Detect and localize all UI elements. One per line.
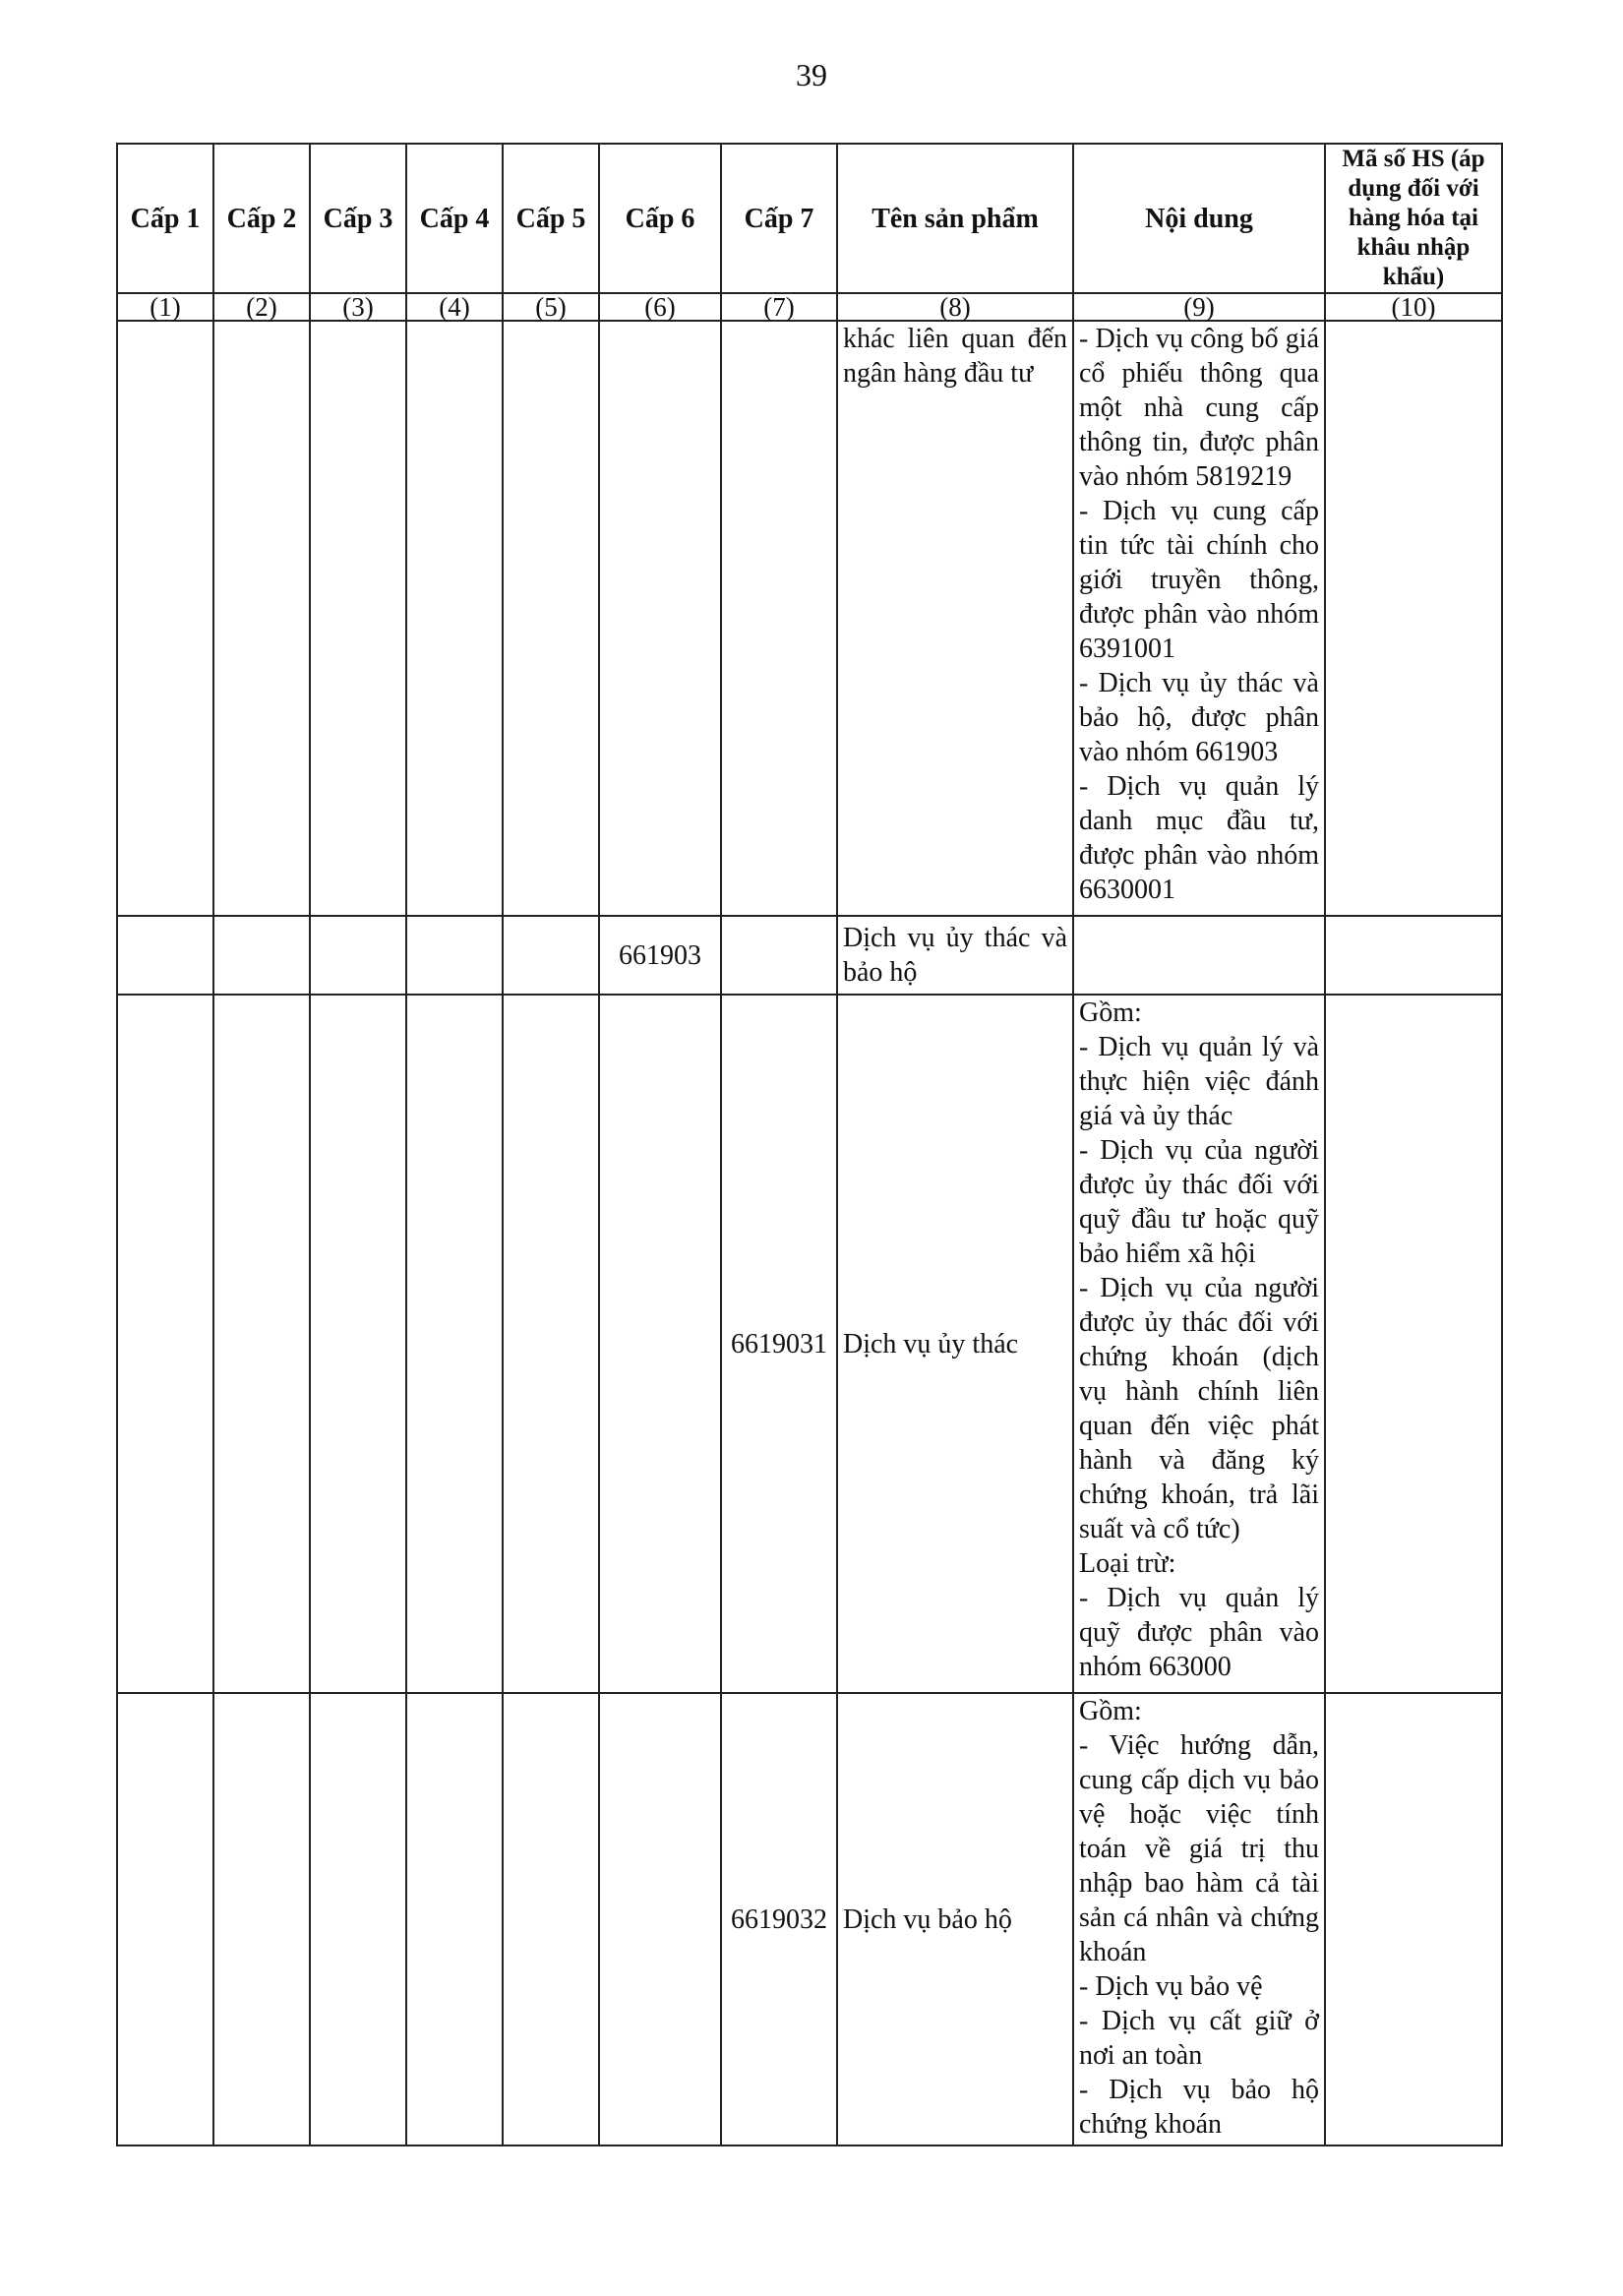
page-number: 39 <box>796 57 827 92</box>
cap6-code <box>599 321 721 916</box>
content-line: - Dịch vụ cung cấp tin tức tài chính cho giới truyền thông, được phân vào nhóm 6391001 <box>1079 496 1319 664</box>
cap6-code <box>599 995 721 1693</box>
header-cap3: Cấp 3 <box>310 144 406 293</box>
content-line: - Dịch vụ quản lý và thực hiện việc đánh giá và ủy thác <box>1079 1032 1319 1131</box>
header-cap7: Cấp 7 <box>721 144 837 293</box>
content-line: - Dịch vụ quản lý danh mục đầu tư, được phân vào nhóm 6630001 <box>1079 771 1319 905</box>
cap7-code <box>721 321 837 916</box>
header-content: Nội dung <box>1073 144 1325 293</box>
header-cap2: Cấp 2 <box>213 144 310 293</box>
content-line: - Dịch vụ của người được ủy thác đối với quỹ đầu tư hoặc quỹ bảo hiểm xã hội <box>1079 1135 1319 1269</box>
content-line: - Dịch vụ bảo vệ <box>1079 1971 1263 2002</box>
cap7-code: 6619031 <box>721 995 837 1693</box>
content-line: Loại trừ: <box>1079 1548 1176 1579</box>
col-num-1: (1) <box>117 293 213 321</box>
content-line: - Việc hướng dẫn, cung cấp dịch vụ bảo vệ hoặc việc tính toán về giá trị thu nhập bao hàm cả tài sản cá nhân và chứng khoán <box>1079 1730 1319 1967</box>
header-cap4: Cấp 4 <box>406 144 503 293</box>
header-hs-code: Mã số HS (áp dụng đối với hàng hóa tại khâu nhập khẩu) <box>1325 144 1502 293</box>
hs-code <box>1325 995 1502 1693</box>
col-num-6: (6) <box>599 293 721 321</box>
content-cell <box>1073 321 1325 916</box>
product-name: Dịch vụ bảo hộ <box>837 1693 1073 2145</box>
header-product-name: Tên sản phẩm <box>837 144 1073 293</box>
hs-code <box>1325 321 1502 916</box>
table-row <box>117 321 1502 916</box>
cap7-code <box>721 916 837 995</box>
content-line: - Dịch vụ cất giữ ở nơi an toàn <box>1079 2006 1319 2071</box>
hs-code <box>1325 1693 1502 2145</box>
col-num-9: (9) <box>1073 293 1325 321</box>
column-number-row <box>117 293 1502 321</box>
header-cap6: Cấp 6 <box>599 144 721 293</box>
content-line: - Dịch vụ công bố giá cổ phiếu thông qua một nhà cung cấp thông tin, được phân vào nhóm 5819219 <box>1079 324 1319 492</box>
cap7-code: 6619032 <box>721 1693 837 2145</box>
cap6-code <box>599 1693 721 2145</box>
content-cell <box>1073 995 1325 1693</box>
content-cell <box>1073 1693 1325 2145</box>
hs-code <box>1325 916 1502 995</box>
col-num-7: (7) <box>721 293 837 321</box>
content-line: - Dịch vụ của người được ủy thác đối với chứng khoán (dịch vụ hành chính liên quan đến việc phát hành và đăng ký chứng khoán, trả lãi suất và cổ tức) <box>1079 1273 1319 1544</box>
table-row <box>117 916 1502 995</box>
header-row <box>117 144 1502 293</box>
content-line: Gồm: <box>1079 997 1142 1028</box>
table-row <box>117 995 1502 1693</box>
header-cap5: Cấp 5 <box>503 144 599 293</box>
product-name: Dịch vụ ủy thác <box>837 995 1073 1693</box>
header-cap1: Cấp 1 <box>117 144 213 293</box>
content-line: - Dịch vụ ủy thác và bảo hộ, được phân vào nhóm 661903 <box>1079 668 1319 767</box>
col-num-2: (2) <box>213 293 310 321</box>
col-num-4: (4) <box>406 293 503 321</box>
cap6-code: 661903 <box>599 916 721 995</box>
table-row <box>117 1693 1502 2145</box>
product-name: khác liên quan đến ngân hàng đầu tư <box>837 321 1073 916</box>
col-num-8: (8) <box>837 293 1073 321</box>
product-name: Dịch vụ ủy thác và bảo hộ <box>837 916 1073 995</box>
content-line: - Dịch vụ quản lý quỹ được phân vào nhóm 663000 <box>1079 1583 1319 1682</box>
content-line: Gồm: <box>1079 1696 1142 1726</box>
content-cell <box>1073 916 1325 995</box>
content-line: - Dịch vụ bảo hộ chứng khoán <box>1079 2075 1319 2140</box>
col-num-10: (10) <box>1325 293 1502 321</box>
col-num-5: (5) <box>503 293 599 321</box>
col-num-3: (3) <box>310 293 406 321</box>
classification-table <box>116 143 1503 2146</box>
